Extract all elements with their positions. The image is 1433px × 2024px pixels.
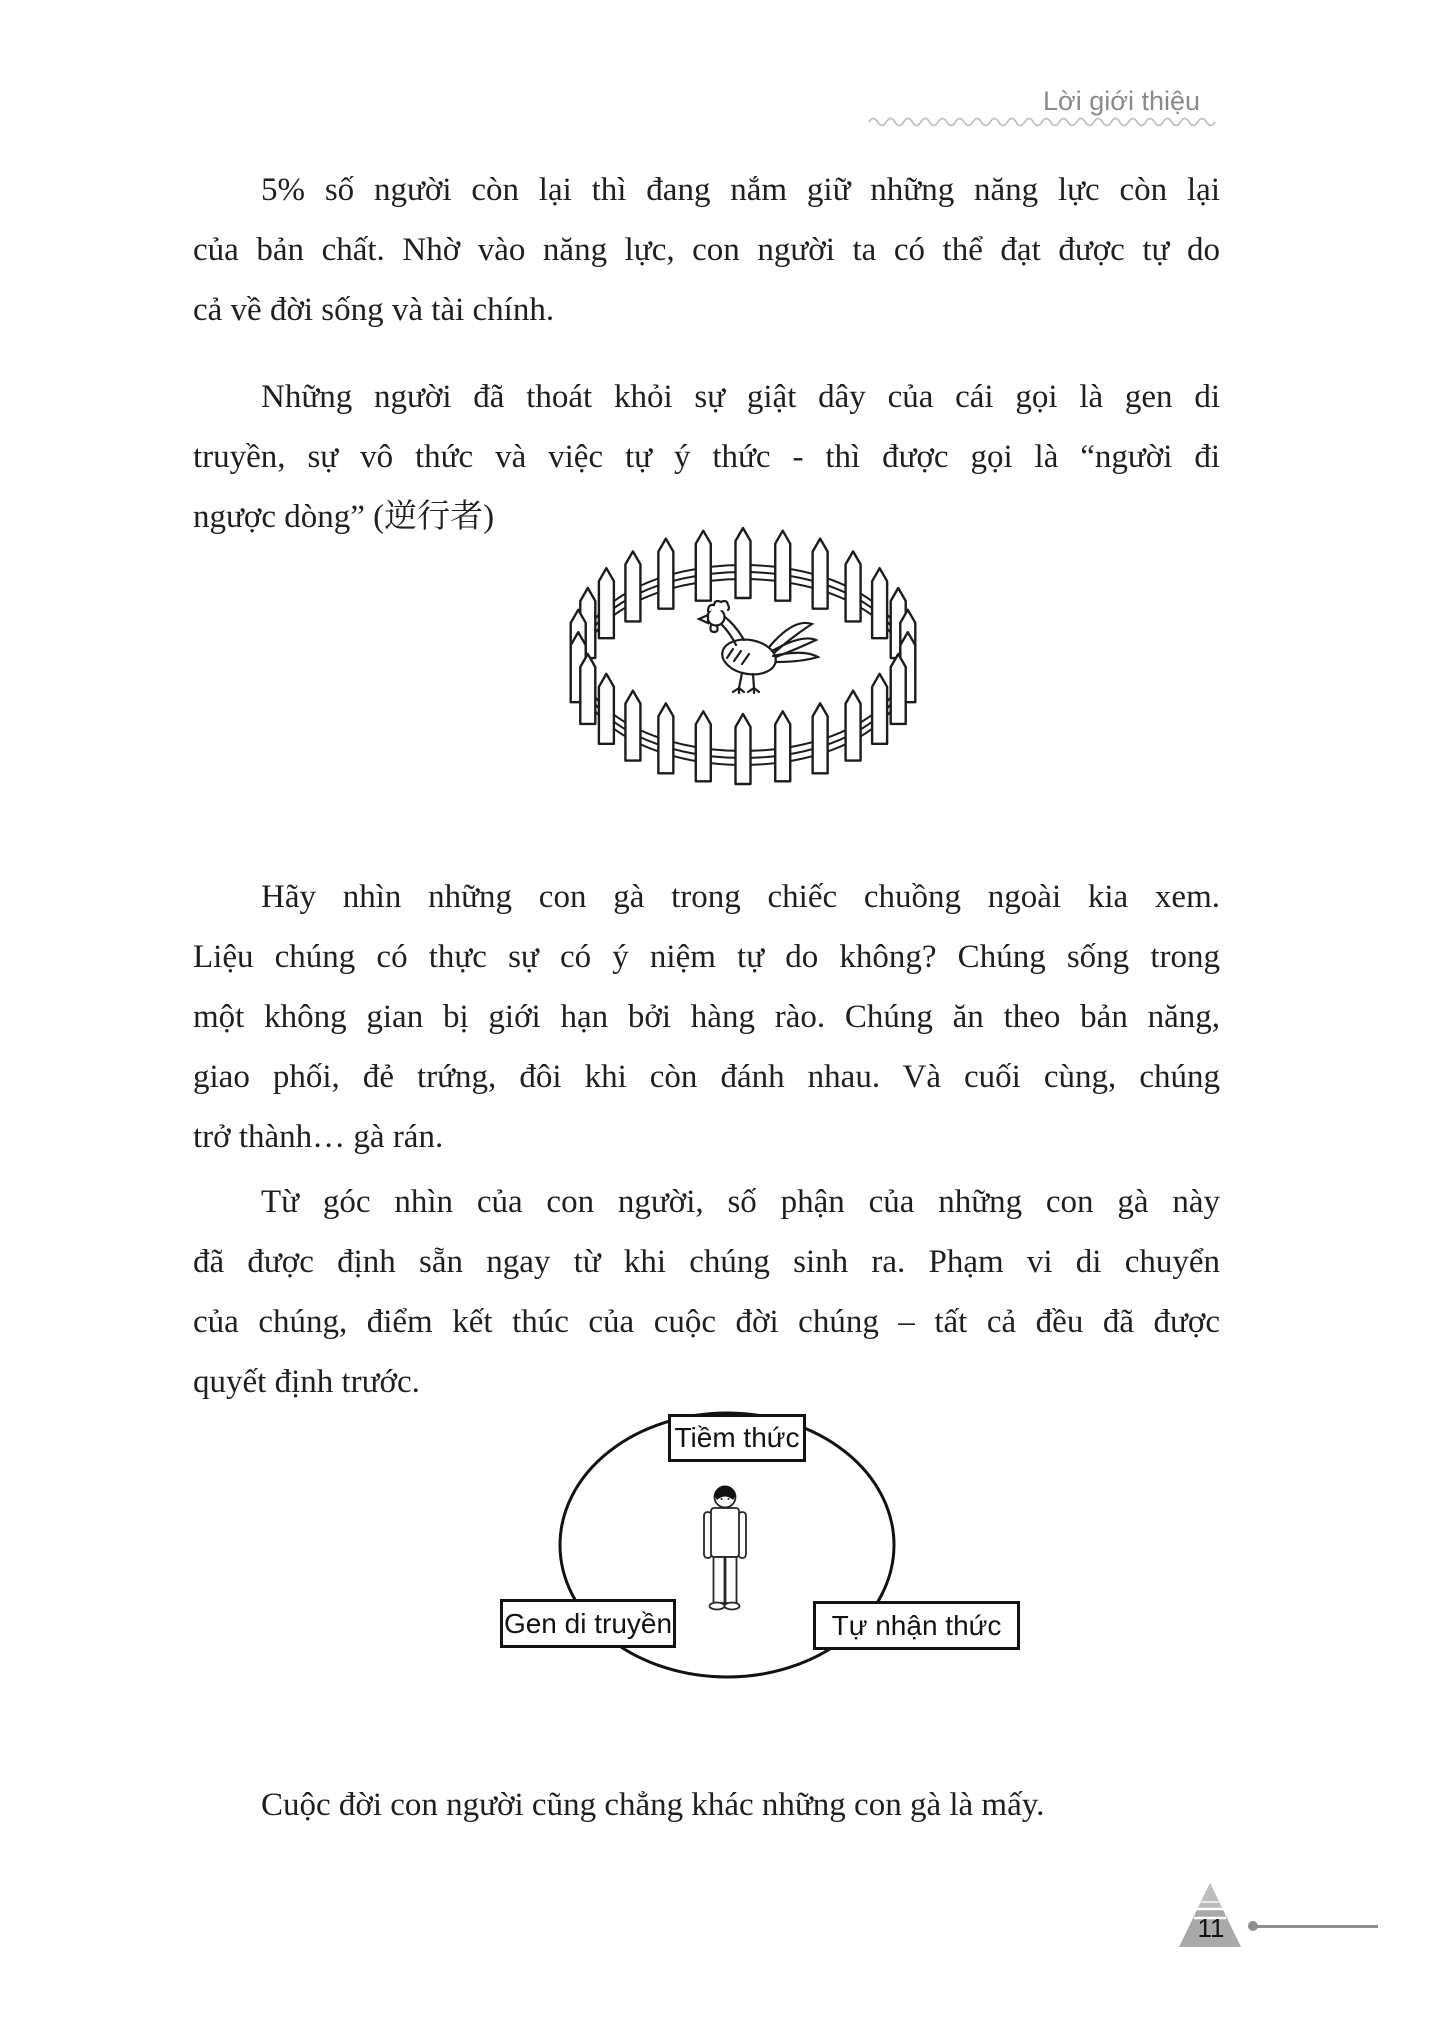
page-number: 11 bbox=[1197, 1913, 1225, 1943]
fence-picket bbox=[813, 703, 828, 773]
fence-picket bbox=[696, 711, 711, 781]
fence-picket bbox=[625, 691, 640, 761]
paragraph-line: Cuộc đời con người cũng chẳng khác những con gà là mấy. bbox=[261, 1787, 1045, 1823]
fence-picket bbox=[872, 674, 887, 744]
fence-picket bbox=[736, 528, 751, 598]
fence-picket bbox=[599, 568, 614, 638]
fence-picket bbox=[846, 551, 861, 621]
fence-picket bbox=[891, 654, 906, 724]
paragraph-line: Từ góc nhìn của con người, số phận của những con gà này bbox=[261, 1184, 1220, 1220]
rooster-icon bbox=[699, 601, 818, 693]
paragraph-line: Những người đã thoát khỏi sự giật dây của cái gọi là gen di bbox=[261, 379, 1220, 415]
fence-picket bbox=[625, 551, 640, 621]
footer-rule bbox=[1253, 1925, 1378, 1928]
paragraph-line: quyết định trước. bbox=[193, 1364, 420, 1400]
paragraph bbox=[193, 867, 1220, 1167]
paragraph-line: đã được định sẵn ngay từ khi chúng sinh ra. Phạm vi di chuyển bbox=[193, 1244, 1220, 1280]
paragraph-line: truyền, sự vô thức và việc tự ý thức - thì được gọi là “người đi bbox=[193, 439, 1220, 475]
fence-picket bbox=[599, 674, 614, 744]
diagram-label-self-awareness: Tự nhận thức bbox=[813, 1601, 1020, 1650]
paragraph-line: giao phối, đẻ trứng, đôi khi còn đánh nhau. Và cuối cùng, chúng bbox=[193, 1059, 1220, 1095]
paragraph-line: Hãy nhìn những con gà trong chiếc chuồng ngoài kia xem. bbox=[261, 879, 1220, 915]
paragraph-line: Liệu chúng có thực sự có ý niệm tự do không? Chúng sống trong bbox=[193, 939, 1220, 975]
running-header: Lời giới thiệu bbox=[1043, 86, 1200, 116]
paragraph-line: trở thành… gà rán. bbox=[193, 1119, 444, 1155]
fence-picket bbox=[736, 714, 751, 784]
chicken-fence-figure bbox=[556, 516, 930, 808]
diagram-label-genes: Gen di truyền bbox=[500, 1599, 676, 1648]
fence-picket bbox=[580, 654, 595, 724]
fence-picket bbox=[658, 703, 673, 773]
fence-picket bbox=[775, 711, 790, 781]
fence-picket bbox=[775, 531, 790, 601]
fence-picket bbox=[813, 539, 828, 609]
fence-picket bbox=[658, 539, 673, 609]
paragraph-line: của chúng, điểm kết thúc của cuộc đời chúng – tất cả đều đã được bbox=[193, 1304, 1220, 1340]
paragraph-line: một không gian bị giới hạn bởi hàng rào. Chúng ăn theo bản năng, bbox=[193, 999, 1220, 1035]
paragraph-line: ngược dòng” (逆行者) bbox=[193, 499, 495, 535]
diagram-label-subconscious: Tiềm thức bbox=[668, 1414, 806, 1462]
fence-picket bbox=[696, 531, 711, 601]
wavy-divider bbox=[868, 114, 1216, 130]
paragraph bbox=[193, 1775, 1220, 1835]
fence-picket bbox=[846, 691, 861, 761]
paragraph-line: cả về đời sống và tài chính. bbox=[193, 292, 555, 328]
fence-picket bbox=[872, 568, 887, 638]
paragraph-line: 5% số người còn lại thì đang nắm giữ những năng lực còn lại bbox=[261, 172, 1220, 208]
paragraph-line: của bản chất. Nhờ vào năng lực, con người ta có thể đạt được tự do bbox=[193, 232, 1220, 268]
paragraph bbox=[193, 1172, 1220, 1412]
paragraph bbox=[193, 160, 1220, 340]
